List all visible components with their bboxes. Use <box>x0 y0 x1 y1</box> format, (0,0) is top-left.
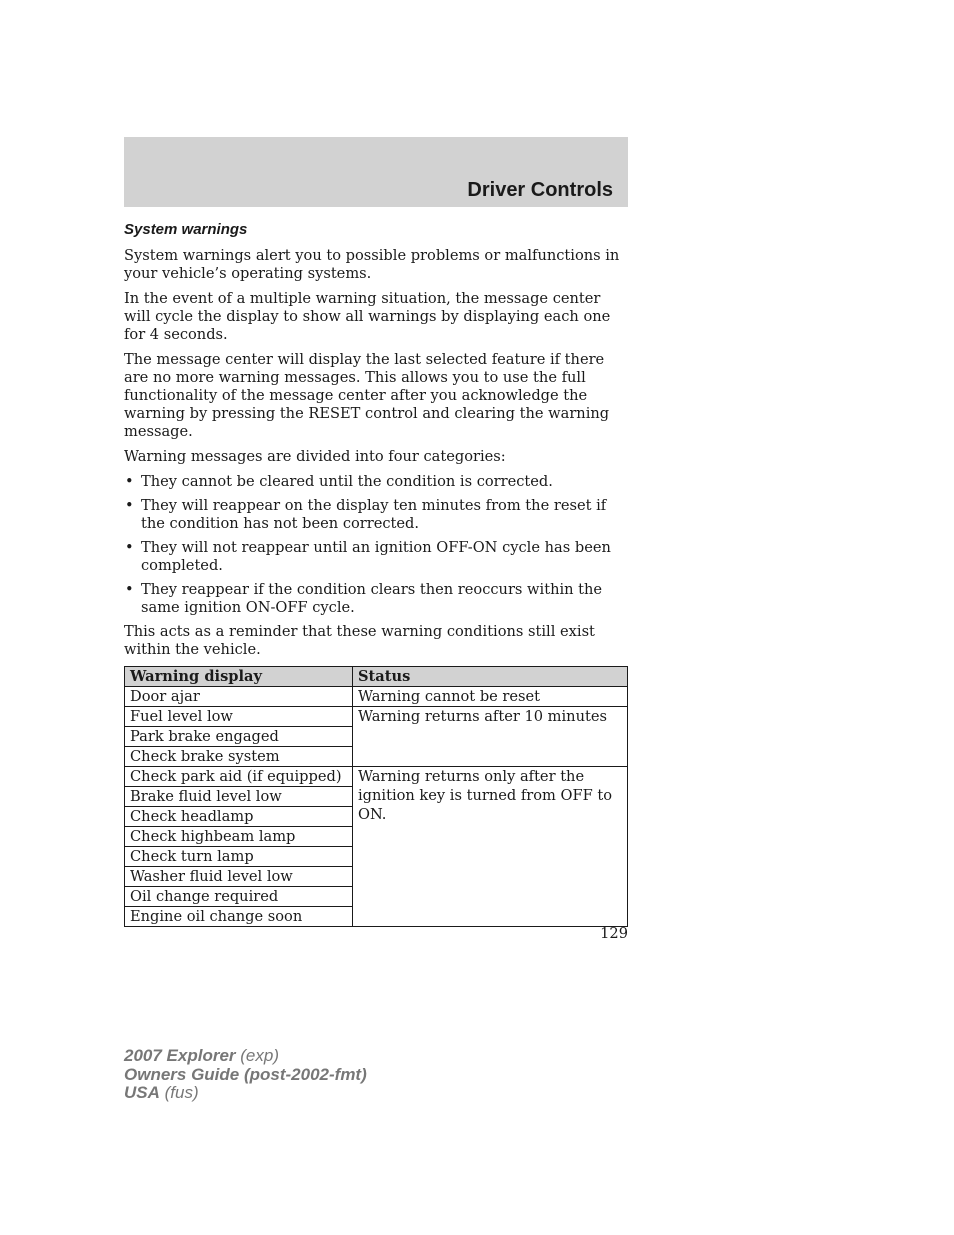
chapter-title: Driver Controls <box>467 179 613 201</box>
column-header-status: Status <box>353 667 628 687</box>
footer-line-3: USA (fus) <box>124 1083 199 1102</box>
section-title: System warnings <box>124 221 248 238</box>
list-item: • They cannot be cleared until the condition is corrected. <box>125 473 553 490</box>
table-row <box>125 687 628 707</box>
warning-categories-list <box>124 473 628 617</box>
status-cell: Warning cannot be reset <box>353 687 628 707</box>
page-number: 129 <box>600 925 628 942</box>
warning-table <box>124 666 628 927</box>
list-item: • They will reappear on the display ten minutes from the reset if the condition has not been corrected. <box>125 497 607 532</box>
page-content <box>124 220 628 927</box>
header-band <box>124 137 628 207</box>
status-cell: Warning returns only after the ignition key is turned from OFF to ON. <box>353 767 628 927</box>
warning-display-cell: Oil change required <box>125 887 353 907</box>
paragraph: In the event of a multiple warning situation, the message center will cycle the display to show all warnings by displaying each one for 4 seconds. <box>124 290 611 343</box>
warning-display-cell: Fuel level low <box>125 707 353 727</box>
paragraph: This acts as a reminder that these warning conditions still exist within the vehicle. <box>124 623 595 658</box>
bullet-icon: • <box>125 497 134 514</box>
warning-display-cell: Check headlamp <box>125 807 353 827</box>
warning-display-cell: Engine oil change soon <box>125 907 353 927</box>
list-item: • They will not reappear until an ignition OFF-ON cycle has been completed. <box>125 539 611 574</box>
footer-line-1: 2007 Explorer (exp) <box>124 1046 279 1065</box>
bullet-icon: • <box>125 581 134 598</box>
status-cell: Warning returns after 10 minutes <box>353 707 628 767</box>
warning-display-cell: Brake fluid level low <box>125 787 353 807</box>
table-header-row <box>125 667 628 687</box>
paragraph: System warnings alert you to possible problems or malfunctions in your vehicle’s operating systems. <box>124 247 620 282</box>
column-header-warning-display: Warning display <box>125 667 353 687</box>
list-item: • They reappear if the condition clears then reoccurs within the same ignition ON-OFF cycle. <box>125 581 603 616</box>
table-row <box>125 767 628 787</box>
warning-display-cell: Check park aid (if equipped) <box>125 767 353 787</box>
warning-display-cell: Check highbeam lamp <box>125 827 353 847</box>
warning-display-cell: Check brake system <box>125 747 353 767</box>
bullet-icon: • <box>125 539 134 556</box>
footer-document-info <box>124 1047 367 1103</box>
warning-display-cell: Washer fluid level low <box>125 867 353 887</box>
warning-display-cell: Park brake engaged <box>125 727 353 747</box>
warning-display-cell: Check turn lamp <box>125 847 353 867</box>
table-row <box>125 707 628 727</box>
footer-line-2: Owners Guide (post-2002-fmt) <box>124 1064 367 1084</box>
paragraph: Warning messages are divided into four categories: <box>124 448 506 465</box>
paragraph: The message center will display the last selected feature if there are no more warning messages. This allows you to use the full functionality of the message center after you acknowledge the warning by pressing the RESET control and clearing the warning message. <box>124 351 610 440</box>
bullet-icon: • <box>125 473 134 490</box>
warning-display-cell: Door ajar <box>125 687 353 707</box>
